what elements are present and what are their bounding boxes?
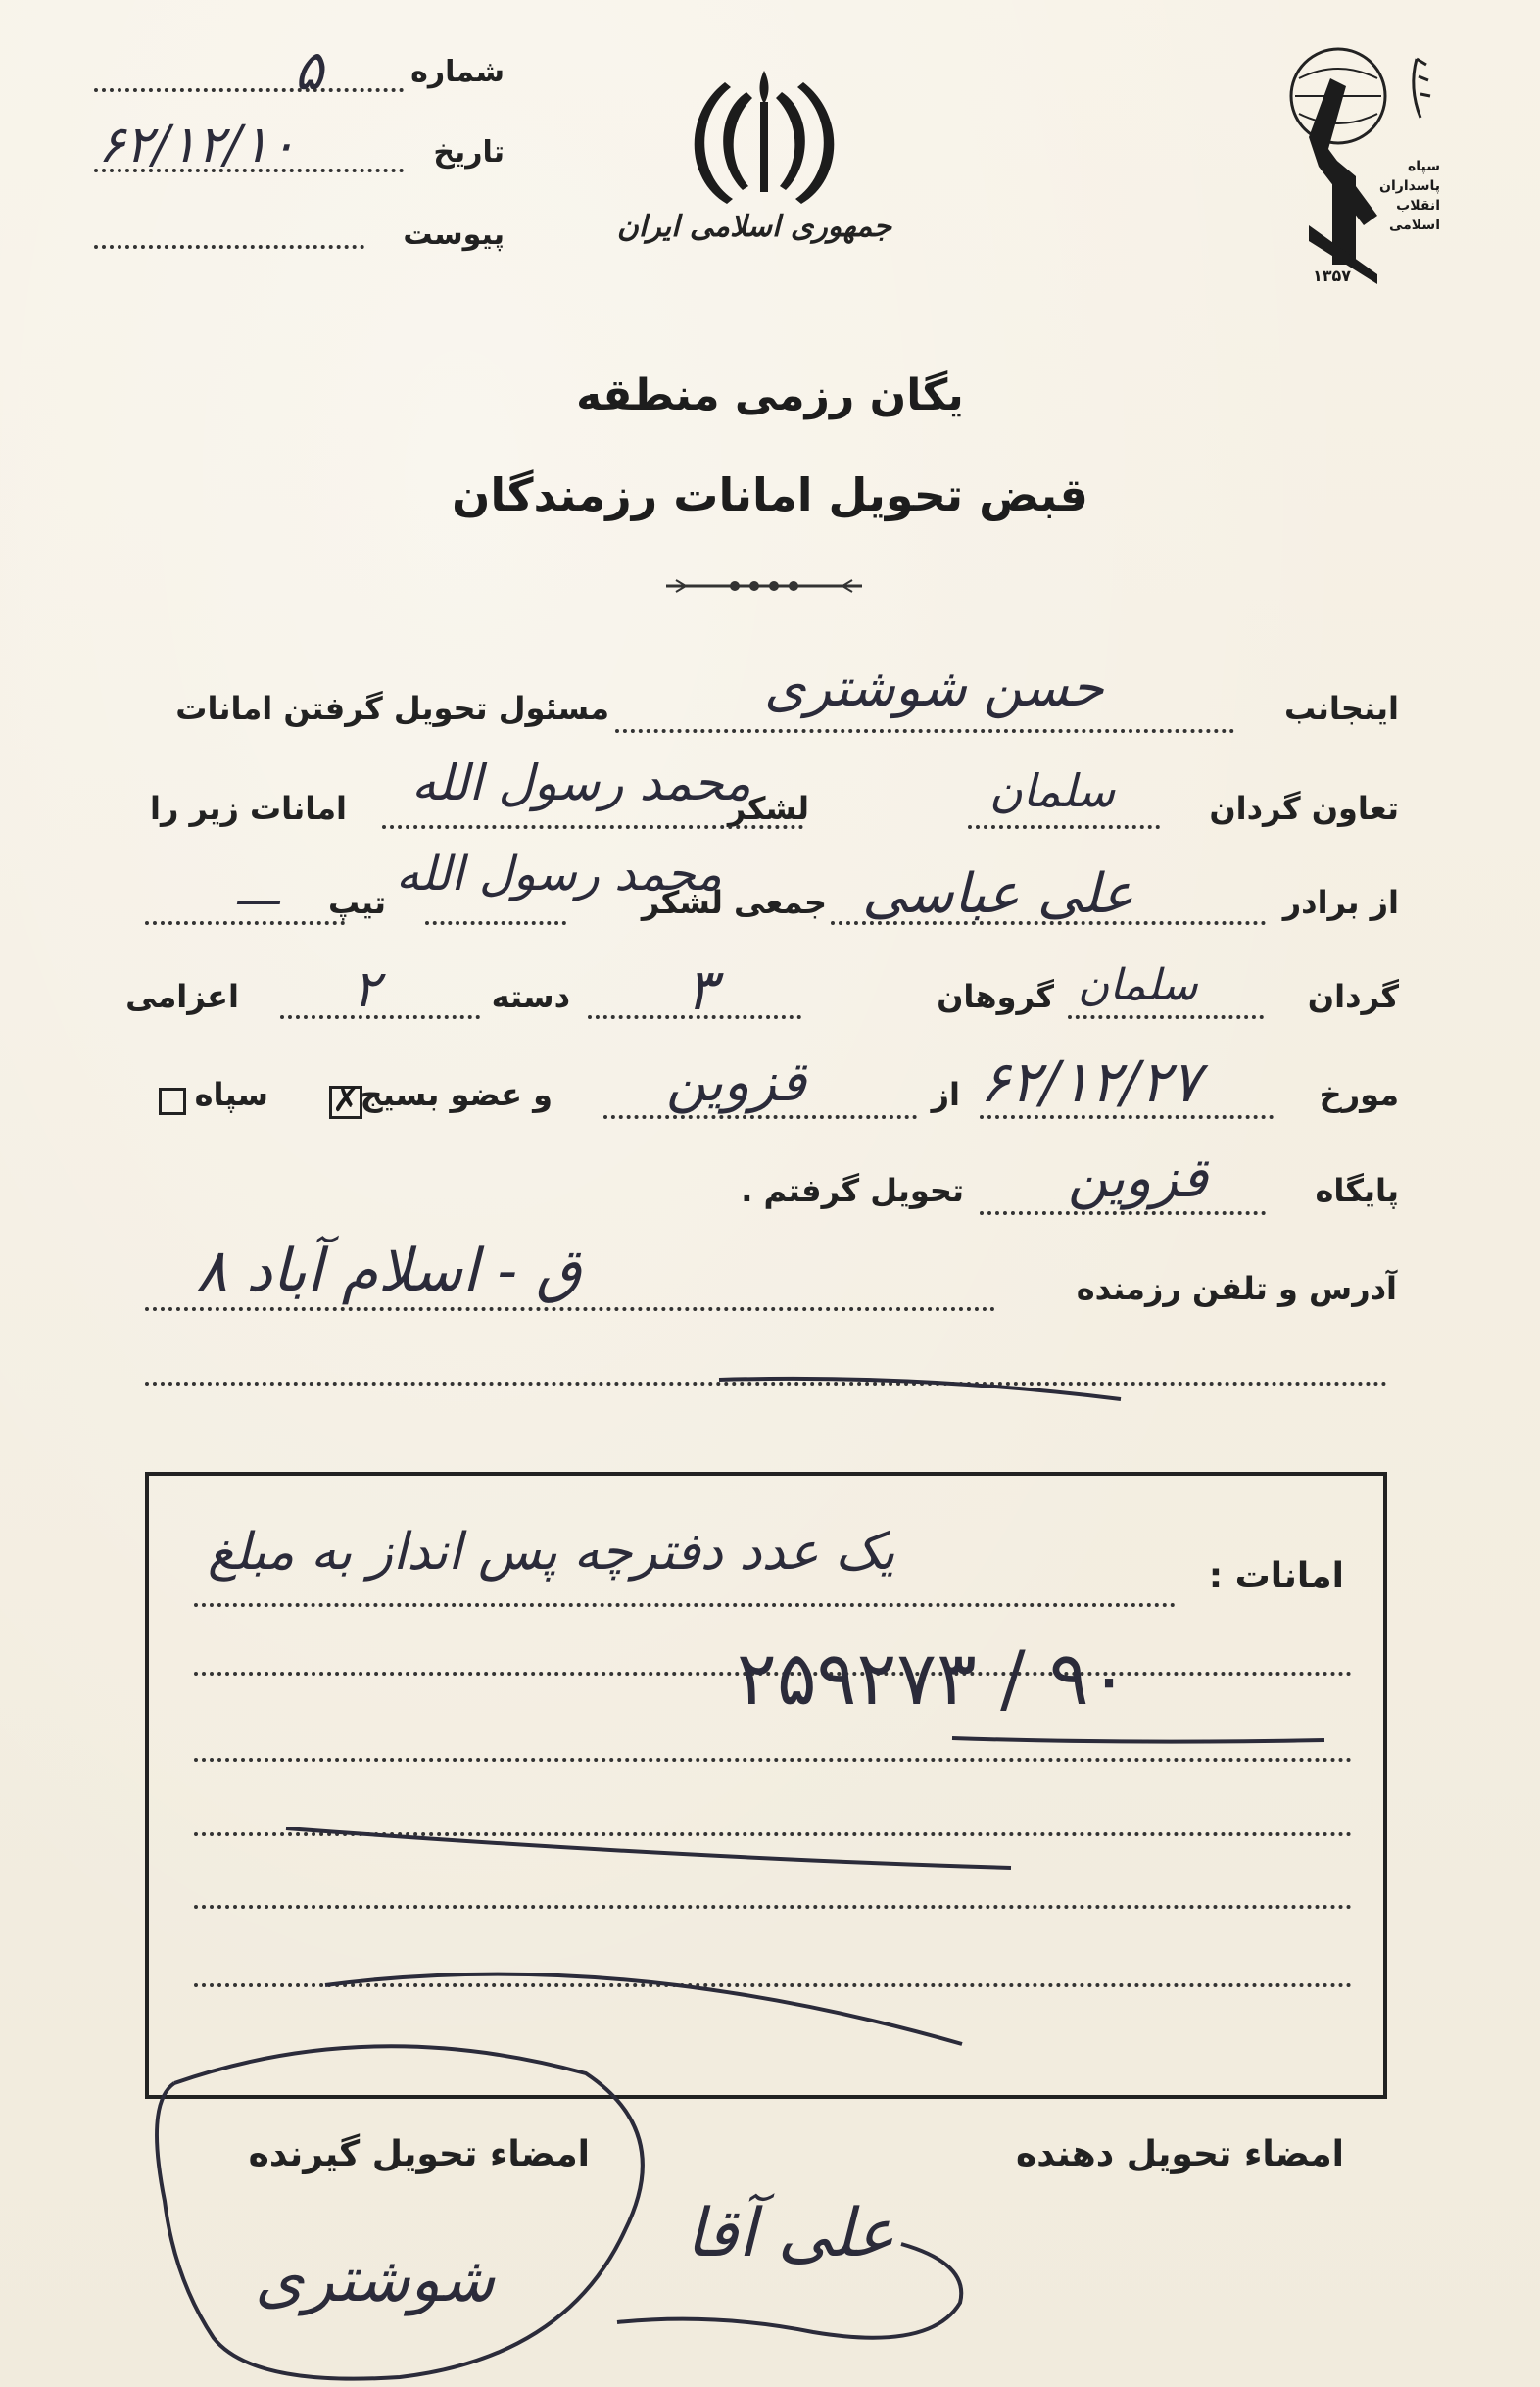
row4-handwritten-battalion: سلمان <box>1078 960 1198 1010</box>
row4-battalion-field[interactable] <box>1068 1015 1264 1019</box>
row2-label-mid: لشکر <box>727 790 809 827</box>
deposits-handwritten-line1: یک عدد دفترچه پس انداز به مبلغ <box>208 1523 895 1582</box>
ornament-divider-icon <box>666 576 862 596</box>
pen-stroke-icon <box>715 1362 1127 1401</box>
receiver-signature: شوشتری <box>255 2244 496 2316</box>
number-label: شماره <box>410 55 505 89</box>
row2-division-field[interactable] <box>382 825 803 829</box>
row4-label-company: گروهان <box>937 978 1054 1015</box>
row2-battalion-field[interactable] <box>968 825 1160 829</box>
giver-signature-stroke-icon <box>598 2205 970 2352</box>
row6-label-base: پایگاه <box>1315 1172 1399 1209</box>
giver-signature: علی آقا <box>686 2195 895 2272</box>
row6-base-field[interactable] <box>980 1211 1266 1215</box>
row6-label-end: تحویل گرفتم . <box>741 1172 964 1209</box>
number-value: ۵ <box>294 39 324 103</box>
row3-handwritten-division: محمد رسول الله <box>396 847 722 901</box>
date-value: ۶۲/۱۲/۱۰ <box>98 116 297 174</box>
date-label: تاریخ <box>433 135 505 170</box>
row5-handwritten-from: قزوین <box>666 1050 806 1114</box>
attachment-field[interactable] <box>94 245 364 249</box>
iran-emblem-icon <box>686 63 842 210</box>
row3-label-mid: جمعی لشکر <box>641 884 827 921</box>
deposits-line-3[interactable] <box>194 1758 1352 1762</box>
number-field[interactable] <box>94 88 404 92</box>
row4-label-battalion: گردان <box>1307 978 1399 1015</box>
title-line1: یگان رزمی منطقه <box>576 370 964 420</box>
deposits-handwritten-number: ۲۵۹۲۷۳ / ۹۰ <box>737 1634 1130 1722</box>
receiver-signature-oval-icon <box>135 2044 664 2383</box>
irgc-year: ۱۳۵۷ <box>1313 267 1352 285</box>
row1-label-start: اینجانب <box>1283 690 1399 727</box>
row5-label-member: و عضو بسیج <box>360 1076 553 1113</box>
deposits-label: امانات : <box>1208 1556 1344 1596</box>
receiver-label: امضاء تحویل گیرنده <box>248 2134 590 2174</box>
emblem-caption: جمهوری اسلامی ایران <box>616 210 891 244</box>
row2-handwritten-battalion: سلمان <box>989 764 1116 817</box>
crossout-stroke-icon <box>266 1809 1285 2044</box>
row1-label-end: مسئول تحویل گرفتن امانات <box>175 690 609 727</box>
row3-handwritten-brigade: — <box>235 872 282 927</box>
row4-platoon-field[interactable] <box>280 1015 480 1019</box>
row5-handwritten-date: ۶۲/۱۲/۲۷ <box>980 1048 1201 1115</box>
irgc-logo-text: سپاه پاسداران انقلاب اسلامی <box>1379 159 1440 233</box>
sepah-checkbox[interactable] <box>159 1088 186 1115</box>
underline-stroke-icon <box>952 1734 1324 1744</box>
row6-handwritten-base: قزوین <box>1068 1146 1208 1210</box>
row2-label-start: تعاون گردان <box>1209 790 1399 827</box>
deposits-box <box>145 1472 1387 2099</box>
row5-label-date: مورخ <box>1319 1076 1399 1113</box>
row4-label-end: اعزامی <box>125 978 239 1015</box>
row7-handwritten-address: ق - اسلام آباد ۸ <box>196 1237 582 1305</box>
bsij-checkbox[interactable]: ✗ <box>329 1086 362 1119</box>
row5-from-field[interactable] <box>603 1115 917 1119</box>
attachment-label: پیوست <box>403 218 505 252</box>
giver-label: امضاء تحویل دهنده <box>1016 2134 1344 2174</box>
deposits-line-1[interactable] <box>194 1603 1176 1607</box>
row2-handwritten-division: محمد رسول الله <box>411 755 751 811</box>
title-line2: قبض تحویل امانات رزمندگان <box>452 468 1088 521</box>
row3-handwritten-name: علی عباسی <box>862 862 1134 926</box>
row7-label: آدرس و تلفن رزمنده <box>1076 1270 1397 1307</box>
row5-date-field[interactable] <box>980 1115 1274 1119</box>
row1-handwritten-name: حسن شوشتری <box>764 657 1104 718</box>
row1-name-field[interactable] <box>615 729 1234 733</box>
row5-label-from: از <box>931 1076 960 1113</box>
row4-handwritten-platoon: ۲ <box>353 960 380 1019</box>
row2-label-end: امانات زیر را <box>150 790 347 827</box>
row5-label-sepah: سپاه <box>194 1076 268 1113</box>
row3-label-end: تیپ <box>328 884 386 921</box>
row3-label-start: از برادر <box>1282 884 1399 921</box>
row4-label-platoon: دسته <box>491 978 570 1015</box>
row4-handwritten-company: ۳ <box>686 956 717 1023</box>
row7-address-field[interactable] <box>145 1307 995 1311</box>
row3-division-field[interactable] <box>425 921 566 925</box>
